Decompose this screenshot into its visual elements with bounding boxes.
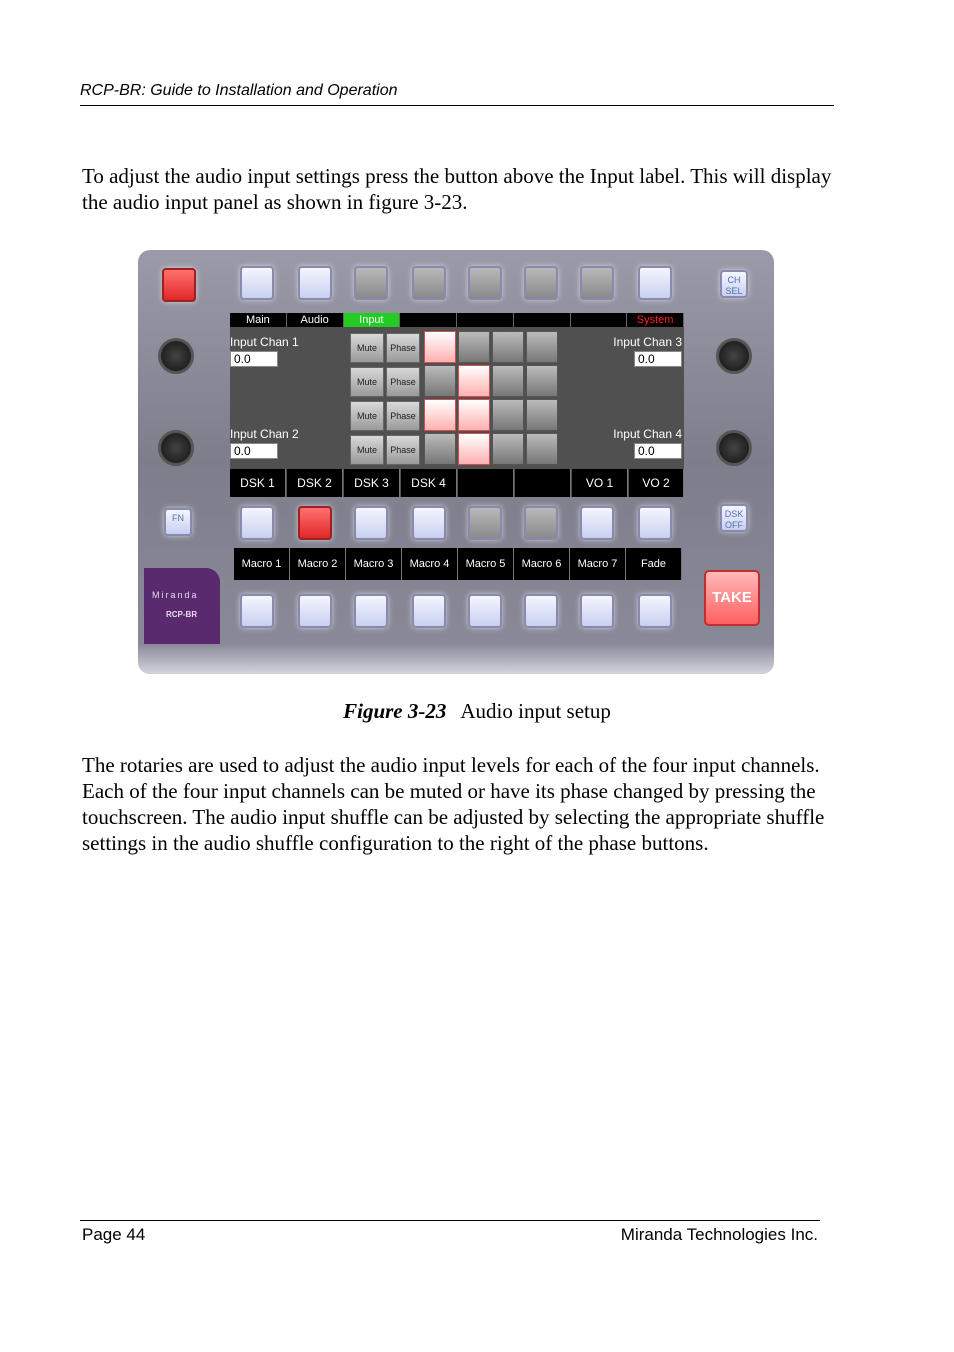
- tab-input[interactable]: Input: [344, 313, 401, 327]
- dsk-label-4: DSK 4: [401, 469, 457, 497]
- shuffle-cell[interactable]: [424, 331, 456, 363]
- figure-caption: [0, 699, 954, 724]
- shuffle-cell[interactable]: [492, 331, 524, 363]
- top-button-8[interactable]: [638, 266, 672, 300]
- dsk-button-1[interactable]: [240, 506, 274, 540]
- dsk-label-5: [458, 469, 514, 497]
- rotary-left-top[interactable]: [158, 338, 194, 374]
- rotary-right-bottom[interactable]: [716, 430, 752, 466]
- dsk-label-3: DSK 3: [344, 469, 400, 497]
- shuffle-cell[interactable]: [492, 433, 524, 465]
- miranda-logo: [144, 568, 220, 644]
- company-name: Miranda Technologies Inc.: [620, 1225, 818, 1244]
- dsk-button-2[interactable]: [298, 506, 332, 540]
- macro-label-4: Macro 4: [402, 548, 458, 580]
- macro-label-1: Macro 1: [234, 548, 290, 580]
- page-footer: [80, 1220, 820, 1250]
- touchscreen: [230, 313, 684, 497]
- vo-button-1[interactable]: [580, 506, 614, 540]
- macro-button-6[interactable]: [524, 594, 558, 628]
- dsk-label-6: [515, 469, 571, 497]
- dsk-button-3[interactable]: [354, 506, 388, 540]
- dsk-off-button[interactable]: DSK OFF: [720, 504, 748, 532]
- chan-2-label: Input Chan 2: [230, 427, 299, 441]
- shuffle-cell[interactable]: [492, 399, 524, 431]
- mute-button-4[interactable]: Mute: [350, 435, 384, 465]
- figure-caption-text: Audio input setup: [460, 699, 611, 723]
- tab-main[interactable]: Main: [230, 313, 287, 327]
- top-button-5[interactable]: [468, 266, 502, 300]
- vo-button-2[interactable]: [638, 506, 672, 540]
- figure-label: Figure 3-23: [343, 699, 447, 723]
- rotary-left-bottom[interactable]: [158, 430, 194, 466]
- macro-label-6: Macro 6: [514, 548, 570, 580]
- macro-button-1[interactable]: [240, 594, 274, 628]
- mute-button-2[interactable]: Mute: [350, 367, 384, 397]
- dsk-button-6[interactable]: [524, 506, 558, 540]
- tab-empty-3[interactable]: [514, 313, 571, 327]
- shuffle-cell[interactable]: [424, 399, 456, 431]
- tab-empty-1[interactable]: [400, 313, 457, 327]
- fn-button[interactable]: FN: [164, 508, 192, 536]
- chan-2-value[interactable]: 0.0: [230, 443, 278, 459]
- dsk-button-5[interactable]: [468, 506, 502, 540]
- screen-tabs: [230, 313, 684, 327]
- shuffle-cell[interactable]: [458, 433, 490, 465]
- vo-label-1: VO 1: [572, 469, 628, 497]
- chan-3-label: Input Chan 3: [613, 335, 682, 349]
- model-name: RCP-BR: [166, 610, 198, 619]
- tab-empty-4[interactable]: [571, 313, 628, 327]
- vo-label-2: VO 2: [629, 469, 684, 497]
- header-title: RCP-BR: Guide to Installation and Operation: [80, 82, 398, 99]
- top-button-2[interactable]: [298, 266, 332, 300]
- top-button-1[interactable]: [240, 266, 274, 300]
- phase-button-2[interactable]: Phase: [386, 367, 420, 397]
- intro-paragraph: To adjust the audio input settings press the button above the Input label. This will display the audio input panel as shown in figure 3-23.: [82, 164, 832, 214]
- shuffle-cell[interactable]: [526, 399, 558, 431]
- macro-label-2: Macro 2: [290, 548, 346, 580]
- chan-4-value[interactable]: 0.0: [634, 443, 682, 459]
- top-button-4[interactable]: [412, 266, 446, 300]
- shuffle-cell[interactable]: [492, 365, 524, 397]
- chan-4-label: Input Chan 4: [613, 427, 682, 441]
- rotary-right-top[interactable]: [716, 338, 752, 374]
- mute-button-3[interactable]: Mute: [350, 401, 384, 431]
- dsk-label-2: DSK 2: [287, 469, 343, 497]
- shuffle-cell[interactable]: [526, 433, 558, 465]
- shuffle-cell[interactable]: [458, 365, 490, 397]
- top-button-7[interactable]: [580, 266, 614, 300]
- shuffle-cell[interactable]: [526, 365, 558, 397]
- take-button[interactable]: TAKE: [704, 570, 760, 626]
- chan-1-value[interactable]: 0.0: [230, 351, 278, 367]
- shuffle-cell[interactable]: [526, 331, 558, 363]
- macro-button-7[interactable]: [580, 594, 614, 628]
- shuffle-cell[interactable]: [458, 399, 490, 431]
- phase-button-3[interactable]: Phase: [386, 401, 420, 431]
- macro-label-7: Macro 7: [570, 548, 626, 580]
- rcp-br-panel-figure: [138, 250, 774, 674]
- chan-1-label: Input Chan 1: [230, 335, 299, 349]
- macro-button-3[interactable]: [354, 594, 388, 628]
- page-number: Page 44: [82, 1225, 146, 1244]
- page-header: [80, 82, 834, 106]
- body-paragraph: The rotaries are used to adjust the audio input levels for each of the four input channels. Each of the four input channels can be muted or have its phase changed by pressing the touchscreen. The audio input shuffle can be adjusted by selecting the appropriate shuffle settings in the audio shuffle configuration to the right of the phase buttons.: [82, 753, 825, 855]
- dsk-button-4[interactable]: [412, 506, 446, 540]
- lock-button[interactable]: [162, 268, 196, 302]
- tab-empty-2[interactable]: [457, 313, 514, 327]
- macro-button-5[interactable]: [468, 594, 502, 628]
- top-button-6[interactable]: [524, 266, 558, 300]
- fade-button[interactable]: [638, 594, 672, 628]
- macro-button-2[interactable]: [298, 594, 332, 628]
- chan-3-value[interactable]: 0.0: [634, 351, 682, 367]
- top-button-3[interactable]: [354, 266, 388, 300]
- tab-system[interactable]: System: [627, 313, 684, 327]
- brand-name: Miranda: [152, 590, 199, 600]
- shuffle-cell[interactable]: [424, 365, 456, 397]
- fade-label: Fade: [626, 548, 682, 580]
- shuffle-cell[interactable]: [458, 331, 490, 363]
- shuffle-cell[interactable]: [424, 433, 456, 465]
- macro-label-3: Macro 3: [346, 548, 402, 580]
- phase-button-4[interactable]: Phase: [386, 435, 420, 465]
- macro-label-5: Macro 5: [458, 548, 514, 580]
- tab-audio[interactable]: Audio: [287, 313, 344, 327]
- macro-button-4[interactable]: [412, 594, 446, 628]
- ch-sel-button[interactable]: CH SEL: [720, 270, 748, 298]
- mute-button-1[interactable]: Mute: [350, 333, 384, 363]
- phase-button-1[interactable]: Phase: [386, 333, 420, 363]
- reflection: [138, 644, 774, 674]
- dsk-label-1: DSK 1: [230, 469, 286, 497]
